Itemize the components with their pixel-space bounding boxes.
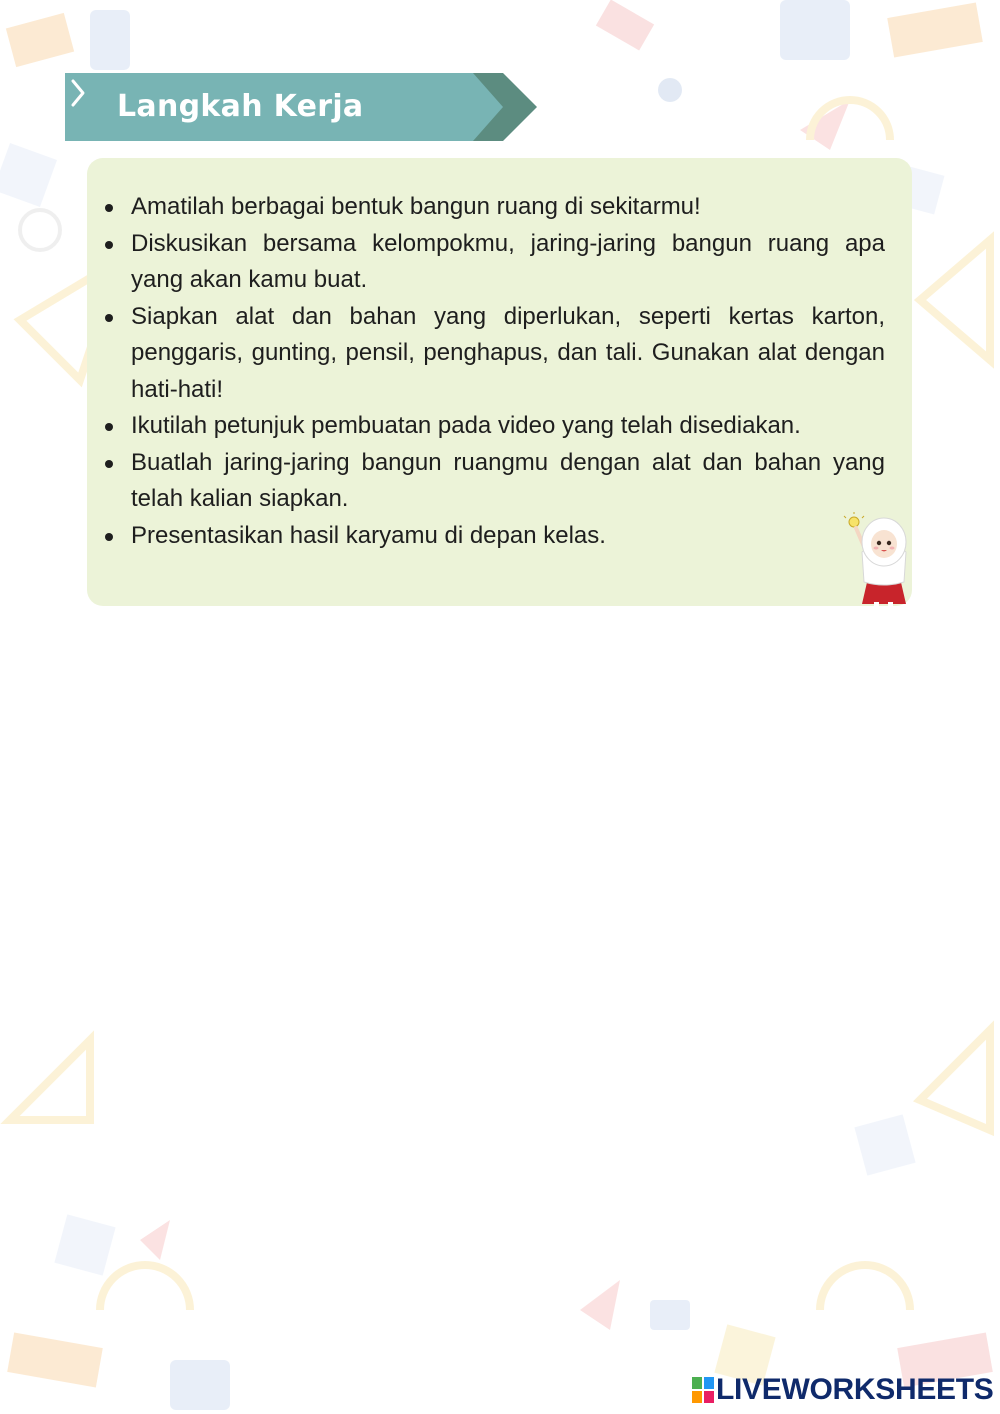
step-text: Siapkan alat dan bahan yang diperlukan, seperti kertas karton, penggaris, gunting, pensil, penghapus, dan tali. Gunakan alat dengan hati-hati! (131, 302, 885, 403)
chevron-right-icon (65, 73, 91, 113)
step-item-3 (131, 299, 885, 409)
step-item-2 (131, 226, 885, 299)
liveworksheets-logo-icon (692, 1377, 714, 1403)
bullet-icon (105, 460, 113, 468)
bullet-icon (105, 241, 113, 249)
section-header-banner (65, 73, 537, 141)
step-text: Amatilah berbagai bentuk bangun ruang di sekitarmu! (131, 193, 701, 220)
steps-list (131, 189, 885, 554)
brand-text: LIVEWORKSHEETS (716, 1373, 994, 1406)
section-title: Langkah Kerja (117, 89, 364, 124)
step-text: Ikutilah petunjuk pembuatan pada video yang telah disediakan. (131, 412, 801, 439)
step-item-5 (131, 445, 885, 518)
step-item-6 (131, 518, 885, 555)
background-decoration-bottom-left (0, 1010, 320, 1414)
bullet-icon (105, 314, 113, 322)
bullet-icon (105, 533, 113, 541)
step-item-4 (131, 408, 885, 445)
liveworksheets-logo (692, 1373, 992, 1407)
girl-with-lightbulb-icon (842, 512, 914, 608)
step-text: Diskusikan bersama kelompokmu, jaring-jaring bangun ruang apa yang akan kamu buat. (131, 229, 885, 293)
bullet-icon (105, 204, 113, 212)
background-decoration-bottom-right (560, 1010, 1000, 1414)
bullet-icon (105, 423, 113, 431)
steps-panel (87, 158, 912, 606)
step-item-1 (131, 189, 885, 226)
step-text: Presentasikan hasil karyamu di depan kelas. (131, 521, 606, 549)
step-text: Buatlah jaring-jaring bangun ruangmu dengan alat dan bahan yang telah kalian siapkan. (131, 448, 885, 512)
